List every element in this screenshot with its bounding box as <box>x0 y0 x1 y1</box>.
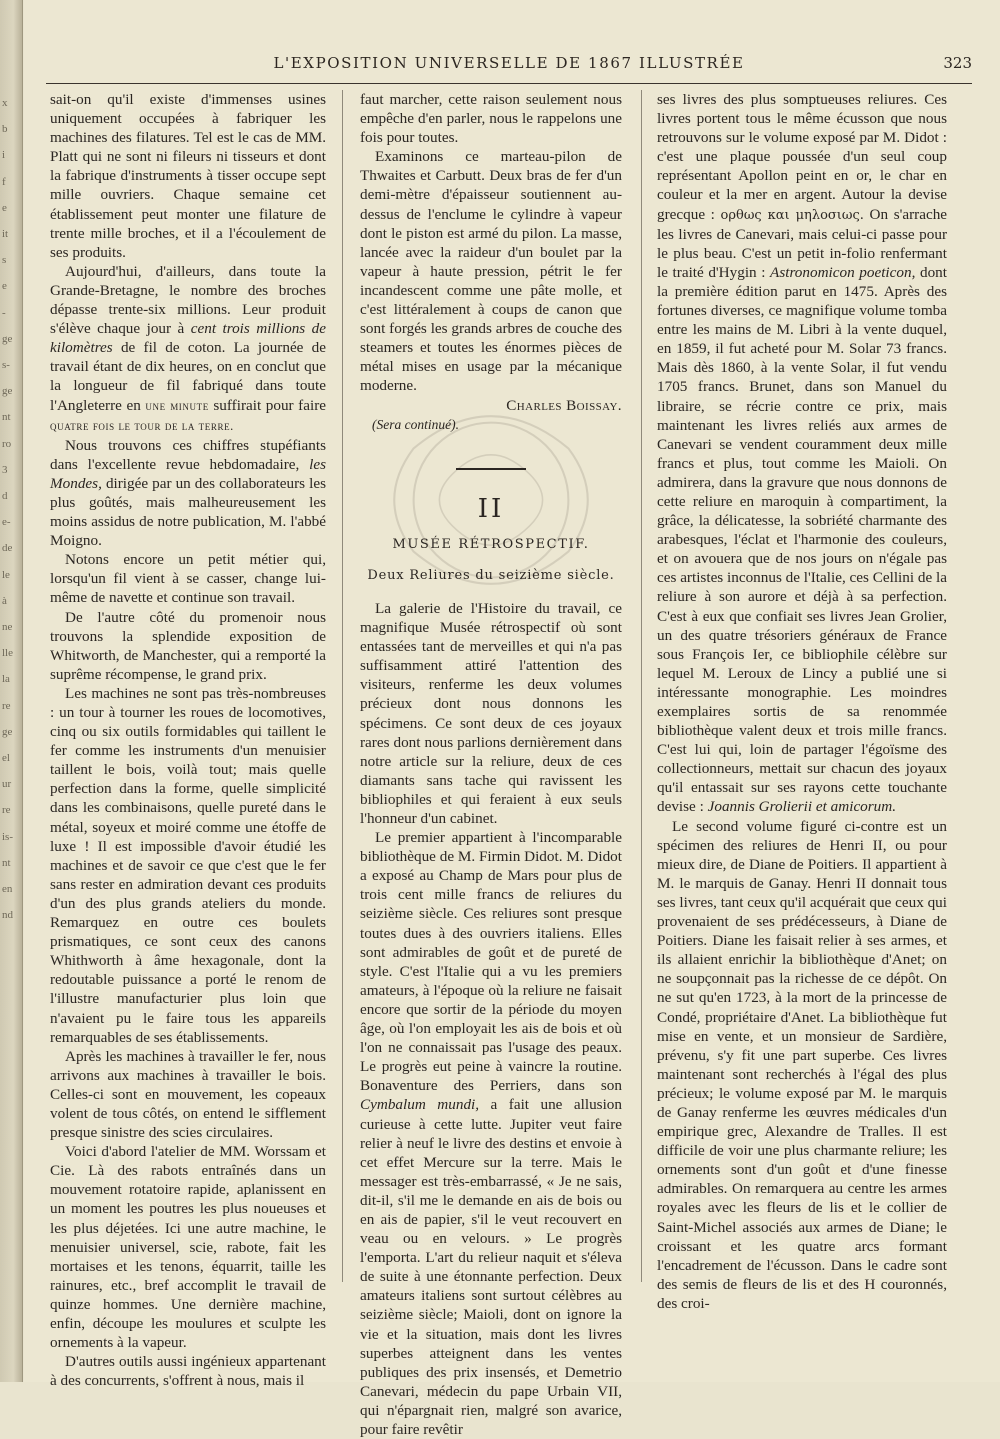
text-run: ses livres des plus somptueuses reliures. Ces livres portent tous le même écusson que nous retrouvons sur le volume exposé par M. Didot : c'est une plaque poussée d'un seul coup représentant Apollon peint en or, le char en couleur et la mer en argent. Autour la devise grecque : <box>657 91 947 223</box>
paragraph: Examinons ce marteau-pilon de Thwaites et Carbutt. Deux bras de fer d'un demi-mètre d'épaisseur soutiennent au-dessus de l'enclume le cylindre à vapeur dont le piston est armé du pilon. La masse, lancée avec la raideur d'un boulet par la vapeur à haute pression, pétrit le fer incandescent comme une pâte molle, et c'est littéralement à coups de canon que sont forgés les grands arbres de couche des steamers et toutes les énormes pièces de métal mises en usage par la mécanique moderne. <box>360 148 622 395</box>
text-column-3 <box>657 90 947 1313</box>
text-column-2 <box>360 90 622 1439</box>
running-title: L'EXPOSITION UNIVERSELLE DE 1867 ILLUSTRÉE <box>273 54 745 72</box>
paragraph: La galerie de l'Histoire du travail, ce magnifique Musée rétrospectif où sont entassées tant de merveilles et qui n'a pas suffisamment attiré l'attention des visiteurs, renferme les deux volumes précieux dont nous donnons les spécimens. Ce sont deux de ces joyaux rares dont nous parlions dernièrement dans notre article sur la reliure, deux de ces diamants sans tache qui ravissent les bibliophiles et qui feraient à eux seuls l'honneur d'un cabinet. <box>360 599 622 827</box>
facing-page-edge <box>0 0 23 1382</box>
page <box>24 0 1000 1438</box>
paragraph <box>657 90 947 817</box>
greek-motto: ορθως και μηλοσιως. <box>720 207 864 223</box>
paragraph: De l'autre côté du promenoir nous trouvons la splendide exposition de Whitworth, de Manchester, qui a remporté la suprême récompense, le grand prix. <box>50 608 326 683</box>
paragraph: Les machines ne sont pas très-nombreuses : un tour à tourner les roues de locomotives, cinq ou six outils formidables qui taillent le fer comme les instruments d'un menuisier taillent le bois, voilà tout; mais quelle perfection dans la forme, quelle simplicité dans les combinaisons, quelle pureté dans le métal, soyeux et moiré comme une étoffe de luxe ! Il est impossible d'avoir étudié les machines et de savoir ce que c'est que le fer sans rester en admiration devant ces produits d'un des plus grands ateliers du monde. Remarquez en outre ces boulets prismatiques, ce sont ceux des canons Whithworth à âme hexagonale, dont la redoutable puissance a porté le renom de l'illustre manufacturier plus loin que n'avaient pu le faire tous les appareils remarquables de ses établissements. <box>50 684 326 1046</box>
text-run: dont la première édition parut en 1475. Après des fortunes diverses, ce magnifique volume tomba entre les mains de M. Libri à la vente duquel, en 1859, il fut acheté pour M. Solar 73 francs. Mais dès 1860, à la vente Solar, il fut vendu 1705 francs. Brunet, dans son Manuel du libraire, se récrie contre ce prix, mais maintenant les livres reliés aux armes de Canevari se vendent couramment deux mille francs et plus, tout comme les Maioli. On admirera, dans la gravure que nous donnons de cette reliure en maroquin à compartiment, la grâce, la délicatesse, la sobriété charmante des arabesques, l'éclat et l'harmonie des couleurs, et on avouera que de nos jours on n'égale pas ces artistes inconnus de l'Italie, ces Cellini de la reliure à son aurore et déjà à sa perfection. C'est à eux que confiait ses livres Jean Grolier, un des quatre trésoriers généraux de France sous François Ier, ce bibliophile célèbre sur lequel M. Leroux de Lincy a publié une si intéressante monographie. Les moindres exemplaires sortis de sa renommée bibliothèque valent deux et trois mille francs. C'est lui qui, loin de partager l'égoïsme des collectionneurs, mettait sur chacun des joyaux qu'il entassait sur ses rayons cette touchante devise : <box>657 263 947 816</box>
paragraph <box>50 436 326 551</box>
paragraph: faut marcher, cette raison seulement nous empêche d'en parler, nous le rappelons une fois pour toutes. <box>360 91 622 147</box>
running-head <box>46 54 972 80</box>
facing-page-glyphs: x b i f e it s e - ge s- ge nt ro 3 d e- de le à ne lle la re ge el ur re is- nt en nd <box>2 97 13 922</box>
section-subtitle: Deux Reliures du seizième siècle. <box>367 567 615 583</box>
paragraph <box>50 262 326 436</box>
text-run: Nous trouvons ces chiffres stupéfiants dans l'excellente revue hebdomadaire, <box>50 436 326 473</box>
paragraph <box>360 828 622 1439</box>
italic-text: Joannis Grolierii et amicorum. <box>707 798 897 816</box>
text-run: dirigée par un des collaborateurs les plus goûtés, mais malheureusement les moins assidus de notre publication, M. l'abbé Moigno. <box>50 474 327 550</box>
paragraph: Notons encore un petit métier qui, lorsqu'un fil vient à se casser, change lui-même de navette et continue son travail. <box>50 551 326 607</box>
header-rule <box>46 83 972 84</box>
text-column-1 <box>50 90 326 1390</box>
paragraph: Après les machines à travailler le fer, nous arrivons aux machines à travailler le bois. Celles-ci sont en mouvement, les copeaux volent de tous côtés, on entend le sifflement presque sinistre des scies circulaires. <box>50 1047 326 1142</box>
italic-text: cent trois millions de kilomètres <box>50 320 326 357</box>
text-run: a fait une allusion curieuse à cette lutte. Jupiter veut faire relier à neuf le livre des destins et envoie à cet effet Mercure sur la terre. Mais le messager est très-embarrassé, « Je ne sais, dit-il, s'il me le demande en ais de bois ou en ais de papier, s'il le veut recouvert en veau ou en velours. » Le progrès l'emporta. L'art du relieur naquit et s'éleva de suite à une étonnante perfection. Deux amateurs italiens sont surtout célèbres au seizième siècle; Maioli, dont on ignore la vie et la situation, mais dont les livres superbes atteignent dans les ventes publiques des prix insensés, et Demetrio Canevari, médecin du pape Urbain VII, qui n'épargnait rien, malgré son avarice, pour faire revêtir <box>360 1096 622 1438</box>
italic-text: Astronomicon poeticon, <box>770 263 916 281</box>
section-title: MUSÉE RÉTROSPECTIF. <box>392 536 590 552</box>
small-caps-text: quatre fois le tour de la terre. <box>50 418 234 433</box>
text-run: de fil de coton. La journée de travail étant de dix heures, on en conclut que la longueur de fil fabriqué dans toute l'Angleterre en <box>50 339 326 414</box>
small-caps-text: une minute <box>145 398 209 413</box>
section-divider <box>456 468 526 470</box>
paragraph: sait-on qu'il existe d'immenses usines uniquement occupées à fabriquer les machines des filatures. Tel est le cas de MM. Platt qui ne sont ni fileurs ni tisseurs et dont la fabrique d'instruments à tisser occupe sept mille ouvriers. Chaque semaine cet établissement peut monter une filature de trente mille broches, et il a l'écoulement de ses produits. <box>50 91 326 261</box>
paragraph: Le second volume figuré ci-contre est un spécimen des reliures de Henri II, ou pour mieux dire, de Diane de Poitiers. Il appartient à M. le marquis de Ganay. Henri II donnait tous ses livres, tant ceux qu'il acquérait que ceux qui provenaient de ses prédécesseurs, à Diane de Poitiers. Diane les faisait relier à ses armes, et ils allaient enrichir la bibliothèque d'Anet; on ne soupçonnait pas la richesse de ce dépôt. On ne sut qu'en 1723, à la mort de la princesse de Condé, propriétaire d'Anet. La bibliothèque fut mise en vente, et un monsieur de Sardière, prévenu, s'y fit une part superbe. Ces livres maintenant sont recherchés à l'égal des plus précieux; le volume exposé par M. le marquis de Ganay renferme les œuvres médicales d'un empirique grec, Alexandre de Tralles. Il est difficile de voir une plus charmante reliure; les ornements sont d'un goût et d'une finesse admirables. On remarquera au centre les armes royales avec les fleurs de lis et le collier de Saint-Michel associés aux armes de Diane; le croissant et les quatre arcs formant l'encadrement de l'écusson. Dans le cadre sont des semis de fleurs de lis et des H couronnés, des croi- <box>657 817 947 1312</box>
author-signature: Charles Boissay. <box>506 396 622 414</box>
paragraph: Voici d'abord l'atelier de MM. Worssam et Cie. Là des rabots entraînés dans un mouvement rotatoire rapide, aplanissent en un moment les poutres les plus noueuses et les plus déjetées. Ici une autre machine, le menuisier universel, scie, rabote, fait les mortaises et les tenons, équarrit, taille les rainures, etc., bref accomplit le travail de quinze hommes. Une dernière machine, enfin, découpe les moulures et sculpte les ornements à la vapeur. <box>50 1143 326 1352</box>
column-separator <box>342 90 343 1282</box>
text-run: Aujourd'hui, d'ailleurs, dans toute la Grande-Bretagne, le nombre des broches dépasse trente-six millions. Leur produit s'élève chaque jour à <box>50 262 326 338</box>
column-separator <box>641 90 642 1282</box>
italic-text: les Mondes, <box>50 455 326 492</box>
continuation-note: (Sera continué). <box>372 416 459 432</box>
text-run: On s'arrache les livres de Canevari, mais celui-ci passe pour le plus beau. C'est un petit in-folio renfermant le traité d'Hygin : <box>657 205 948 281</box>
paragraph: D'autres outils aussi ingénieux appartenant à des concurrents, s'offrent à nous, mais il <box>50 1353 326 1390</box>
section-number: II <box>477 493 505 524</box>
italic-text: Cymbalum mundi, <box>360 1096 480 1114</box>
text-run: Le premier appartient à l'incomparable bibliothèque de M. Firmin Didot. M. Didot a exposé au Champ de Mars pour plus de trois cent mille francs de reliures du seizième siècle. Ces reliures sont presque toutes dues à des ouvriers italiens. Elles sont admirables de goût et de pureté de style. C'est l'Italie qui a vu les premiers amateurs, à l'époque où la reliure ne faisait encore que sortir de la période du moyen âge, où l'on employait les ais de bois et où l'on ne connaissait pas l'usage des peaux. Le progrès eut peine à vaincre la routine. Bonaventure des Perriers, dans son <box>360 829 622 1095</box>
text-run: suffirait pour faire <box>213 396 326 414</box>
page-number: 323 <box>943 54 972 72</box>
